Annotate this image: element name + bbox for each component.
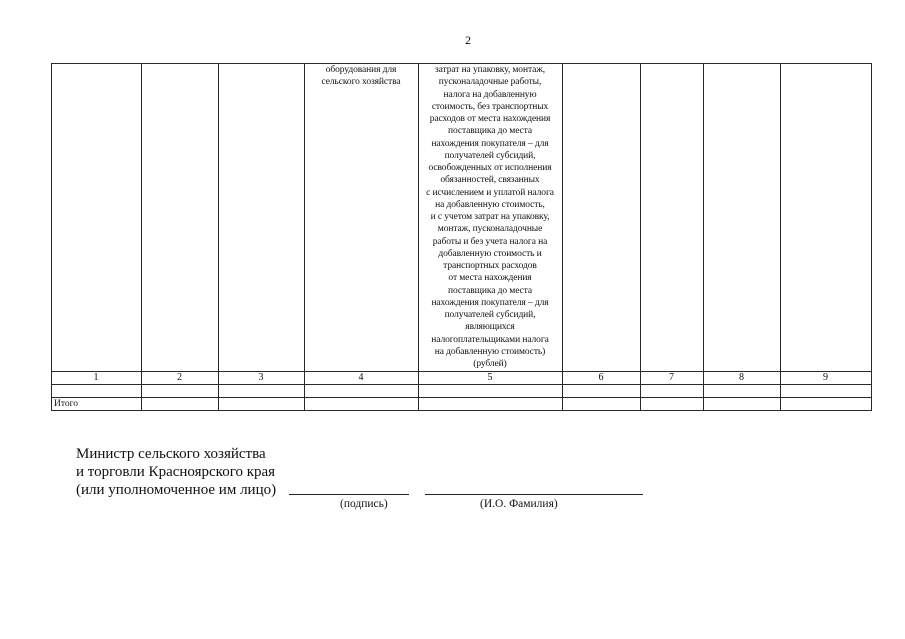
column-number: 1 [93, 372, 99, 383]
header-text-line: пусконаладочные работы, [438, 77, 542, 88]
column-divider [141, 63, 142, 411]
header-text-line: получателей субсидий, [444, 310, 536, 320]
header-text-line: на добавленную стоимость, [435, 199, 545, 210]
row-divider [51, 397, 872, 398]
header-text-line: монтаж, пусконаладочные [437, 224, 543, 235]
header-text-line: работы и без учета налога на [432, 236, 548, 247]
table-border-right [871, 63, 872, 411]
header-text-line: налогоплательщиками налога [431, 334, 549, 345]
column-divider [640, 63, 641, 411]
header-text-line: налога на добавленную [443, 89, 537, 100]
column-number: 2 [177, 372, 182, 383]
header-text-line: являющихся [465, 322, 515, 333]
header-text-line: сельского хозяйства [321, 77, 401, 87]
name-caption: (И.О. Фамилия) [480, 498, 558, 510]
header-text-line: освобожденных от исполнения [428, 163, 552, 173]
header-text-line: с исчислением и уплатой налога [426, 187, 554, 198]
header-text-line: и с учетом затрат на упаковку, [430, 212, 550, 222]
column-divider [780, 63, 781, 411]
header-text-line: от места нахождения [448, 273, 532, 284]
table-border-left [51, 63, 52, 411]
column-number: 9 [823, 372, 828, 383]
total-row-label: Итого [54, 399, 79, 409]
header-text-line: добавленную стоимость и [438, 248, 542, 259]
signatory-position-line: (или уполномоченное им лицо) [76, 482, 277, 498]
header-text-line: поставщика до места [448, 126, 532, 137]
signatory-position-line: Министр сельского хозяйства [76, 446, 266, 462]
header-text-line: обязанностей, связанных [440, 175, 540, 186]
header-text-line: на добавленную стоимость) [434, 346, 546, 357]
header-text-line: оборудования для [325, 65, 397, 75]
header-text-line: нахождения покупателя – для [431, 138, 549, 149]
header-text-line: затрат на упаковку, монтаж, [435, 65, 545, 75]
header-text-line: нахождения покупателя – для [431, 297, 549, 308]
header-text-line: поставщика до места [448, 285, 532, 296]
header-text-line: получателей субсидий, [444, 150, 536, 161]
table-border-bottom [51, 410, 872, 411]
column-number: 3 [258, 372, 264, 383]
header-text-line: транспортных расходов [443, 261, 537, 271]
signature-caption: (подпись) [340, 498, 388, 510]
column-number: 8 [739, 372, 744, 383]
column-divider [218, 63, 219, 411]
header-text-line: (рублей) [473, 359, 507, 369]
column-number: 6 [598, 372, 604, 383]
signatory-position-line: и торговли Красноярского края [76, 464, 276, 480]
header-text-line: стоимость, без транспортных [431, 101, 549, 112]
page-number: 2 [465, 33, 471, 47]
header-text-line: расходов от места нахождения [429, 114, 551, 124]
column-divider [304, 63, 305, 411]
column-divider [562, 63, 563, 411]
signature-line [289, 494, 409, 495]
column-number: 4 [358, 372, 364, 383]
row-divider [51, 384, 872, 385]
column-number: 7 [669, 372, 674, 383]
column-divider [703, 63, 704, 411]
name-line [425, 494, 643, 495]
column-number: 5 [487, 372, 493, 383]
